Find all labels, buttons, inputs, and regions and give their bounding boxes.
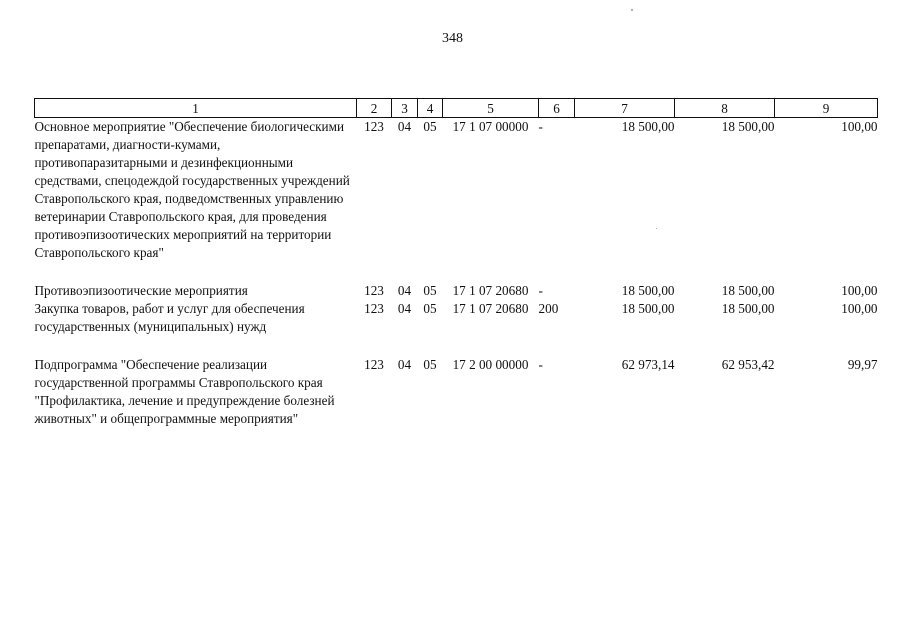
row-spacer — [35, 336, 878, 356]
column-header-8: 8 — [675, 99, 775, 118]
cell-section: 04 — [397, 283, 412, 298]
scan-speck — [631, 9, 633, 11]
cell-percent: 100,00 — [841, 301, 878, 316]
cell-percent: 100,00 — [841, 119, 878, 134]
cell-plan: 18 500,00 — [621, 283, 675, 298]
cell-plan: 62 973,14 — [621, 357, 675, 372]
cell-plan: 18 500,00 — [621, 301, 675, 316]
cell-expense-type: - — [538, 357, 543, 372]
cell-section: 04 — [397, 119, 412, 134]
cell-plan: 18 500,00 — [621, 119, 675, 134]
table-row — [35, 118, 878, 263]
column-header-2: 2 — [357, 99, 392, 118]
cell-target-article: 17 1 07 20680 — [452, 301, 529, 316]
column-header-5: 5 — [443, 99, 539, 118]
cell-expense-type: - — [538, 283, 543, 298]
cell-expense-type: 200 — [538, 301, 559, 316]
cell-ministry: 123 — [364, 283, 384, 298]
page-number: 348 — [442, 31, 463, 46]
column-header-6: 6 — [539, 99, 575, 118]
column-header-3: 3 — [392, 99, 418, 118]
column-header-9: 9 — [775, 99, 878, 118]
table-row — [35, 356, 878, 428]
row-name: Противоэпизоотические мероприятия — [34, 283, 248, 298]
table-row — [35, 282, 878, 300]
row-spacer — [35, 262, 878, 282]
cell-subsection: 05 — [423, 301, 437, 316]
cell-subsection: 05 — [423, 119, 437, 134]
column-header-1: 1 — [35, 99, 357, 118]
column-header-4: 4 — [418, 99, 443, 118]
scan-speck — [656, 228, 657, 229]
cell-target-article: 17 1 07 00000 — [452, 119, 529, 134]
budget-table — [34, 98, 878, 428]
cell-actual: 18 500,00 — [721, 283, 775, 298]
cell-section: 04 — [397, 357, 412, 372]
cell-ministry: 123 — [364, 357, 384, 372]
cell-section: 04 — [397, 301, 412, 316]
cell-ministry: 123 — [364, 119, 384, 134]
cell-ministry: 123 — [364, 301, 384, 316]
cell-subsection: 05 — [423, 357, 437, 372]
row-name: Закупка товаров, работ и услуг для обеспечения государственных (муниципальных) нужд — [34, 301, 305, 334]
cell-subsection: 05 — [423, 283, 437, 298]
cell-actual: 18 500,00 — [721, 119, 775, 134]
table-header-row — [35, 99, 878, 118]
cell-actual: 62 953,42 — [721, 357, 775, 372]
cell-percent: 99,97 — [847, 357, 878, 372]
cell-target-article: 17 2 00 00000 — [452, 357, 529, 372]
row-name: Основное мероприятие "Обеспечение биологическими препаратами, диагности-кумами, противопаразитарными и дезинфекционными средствами, спецодеждой государственных учреждений Ставропольского края, подведомственных управлению ветеринарии Ставропольского края, для проведения противоэпизоотических мероприятий на территории Ставропольского края" — [34, 119, 350, 260]
cell-percent: 100,00 — [841, 283, 878, 298]
row-name: Подпрограмма "Обеспечение реализации государственной программы Ставропольского края "Профилактика, лечение и предупреждение болезней животных" и общепрограммные мероприятия" — [34, 357, 335, 426]
cell-expense-type: - — [538, 119, 543, 134]
column-header-7: 7 — [575, 99, 675, 118]
cell-actual: 18 500,00 — [721, 301, 775, 316]
table-row — [35, 300, 878, 336]
cell-target-article: 17 1 07 20680 — [452, 283, 529, 298]
